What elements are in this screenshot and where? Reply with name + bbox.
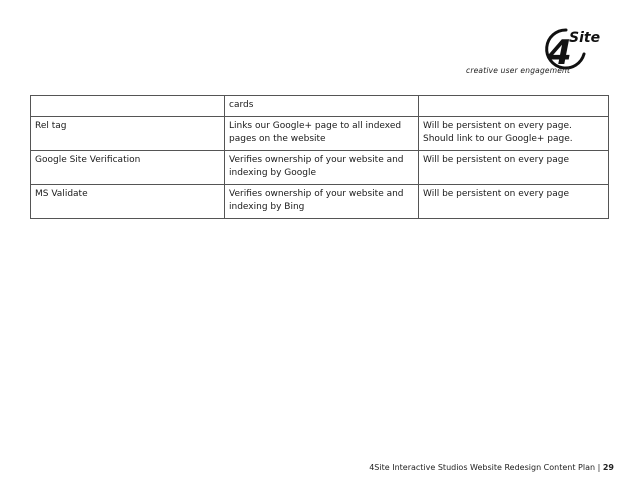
logo-number: 4: [548, 33, 572, 73]
footer-document-title: 4Site Interactive Studios Website Redesign Content Plan: [369, 463, 596, 472]
notes-cell: [419, 96, 609, 117]
footer-separator: |: [597, 463, 601, 472]
table-row: [31, 117, 609, 151]
purpose-cell: Verifies ownership of your website and indexing by Bing: [225, 185, 419, 219]
company-logo: [466, 24, 601, 80]
tag-cell: Google Site Verification: [31, 151, 225, 185]
meta-tags-table: [30, 95, 609, 219]
logo-word: Site: [569, 30, 601, 46]
purpose-cell: Links our Google+ page to all indexed pages on the website: [225, 117, 419, 151]
purpose-cell: cards: [225, 96, 419, 117]
tag-cell: Rel tag: [31, 117, 225, 151]
table-row: [31, 151, 609, 185]
table-row: [31, 96, 609, 117]
notes-cell: Will be persistent on every page: [419, 185, 609, 219]
tag-cell: MS Validate: [31, 185, 225, 219]
table-row: [31, 185, 609, 219]
purpose-cell: Verifies ownership of your website and indexing by Google: [225, 151, 419, 185]
tag-cell: [31, 96, 225, 117]
notes-cell: Will be persistent on every page. Should link to our Google+ page.: [419, 117, 609, 151]
page-footer: [369, 463, 614, 472]
logo-tagline: creative user engagement: [466, 66, 571, 75]
notes-cell: Will be persistent on every page: [419, 151, 609, 185]
page-number: 29: [602, 463, 614, 472]
